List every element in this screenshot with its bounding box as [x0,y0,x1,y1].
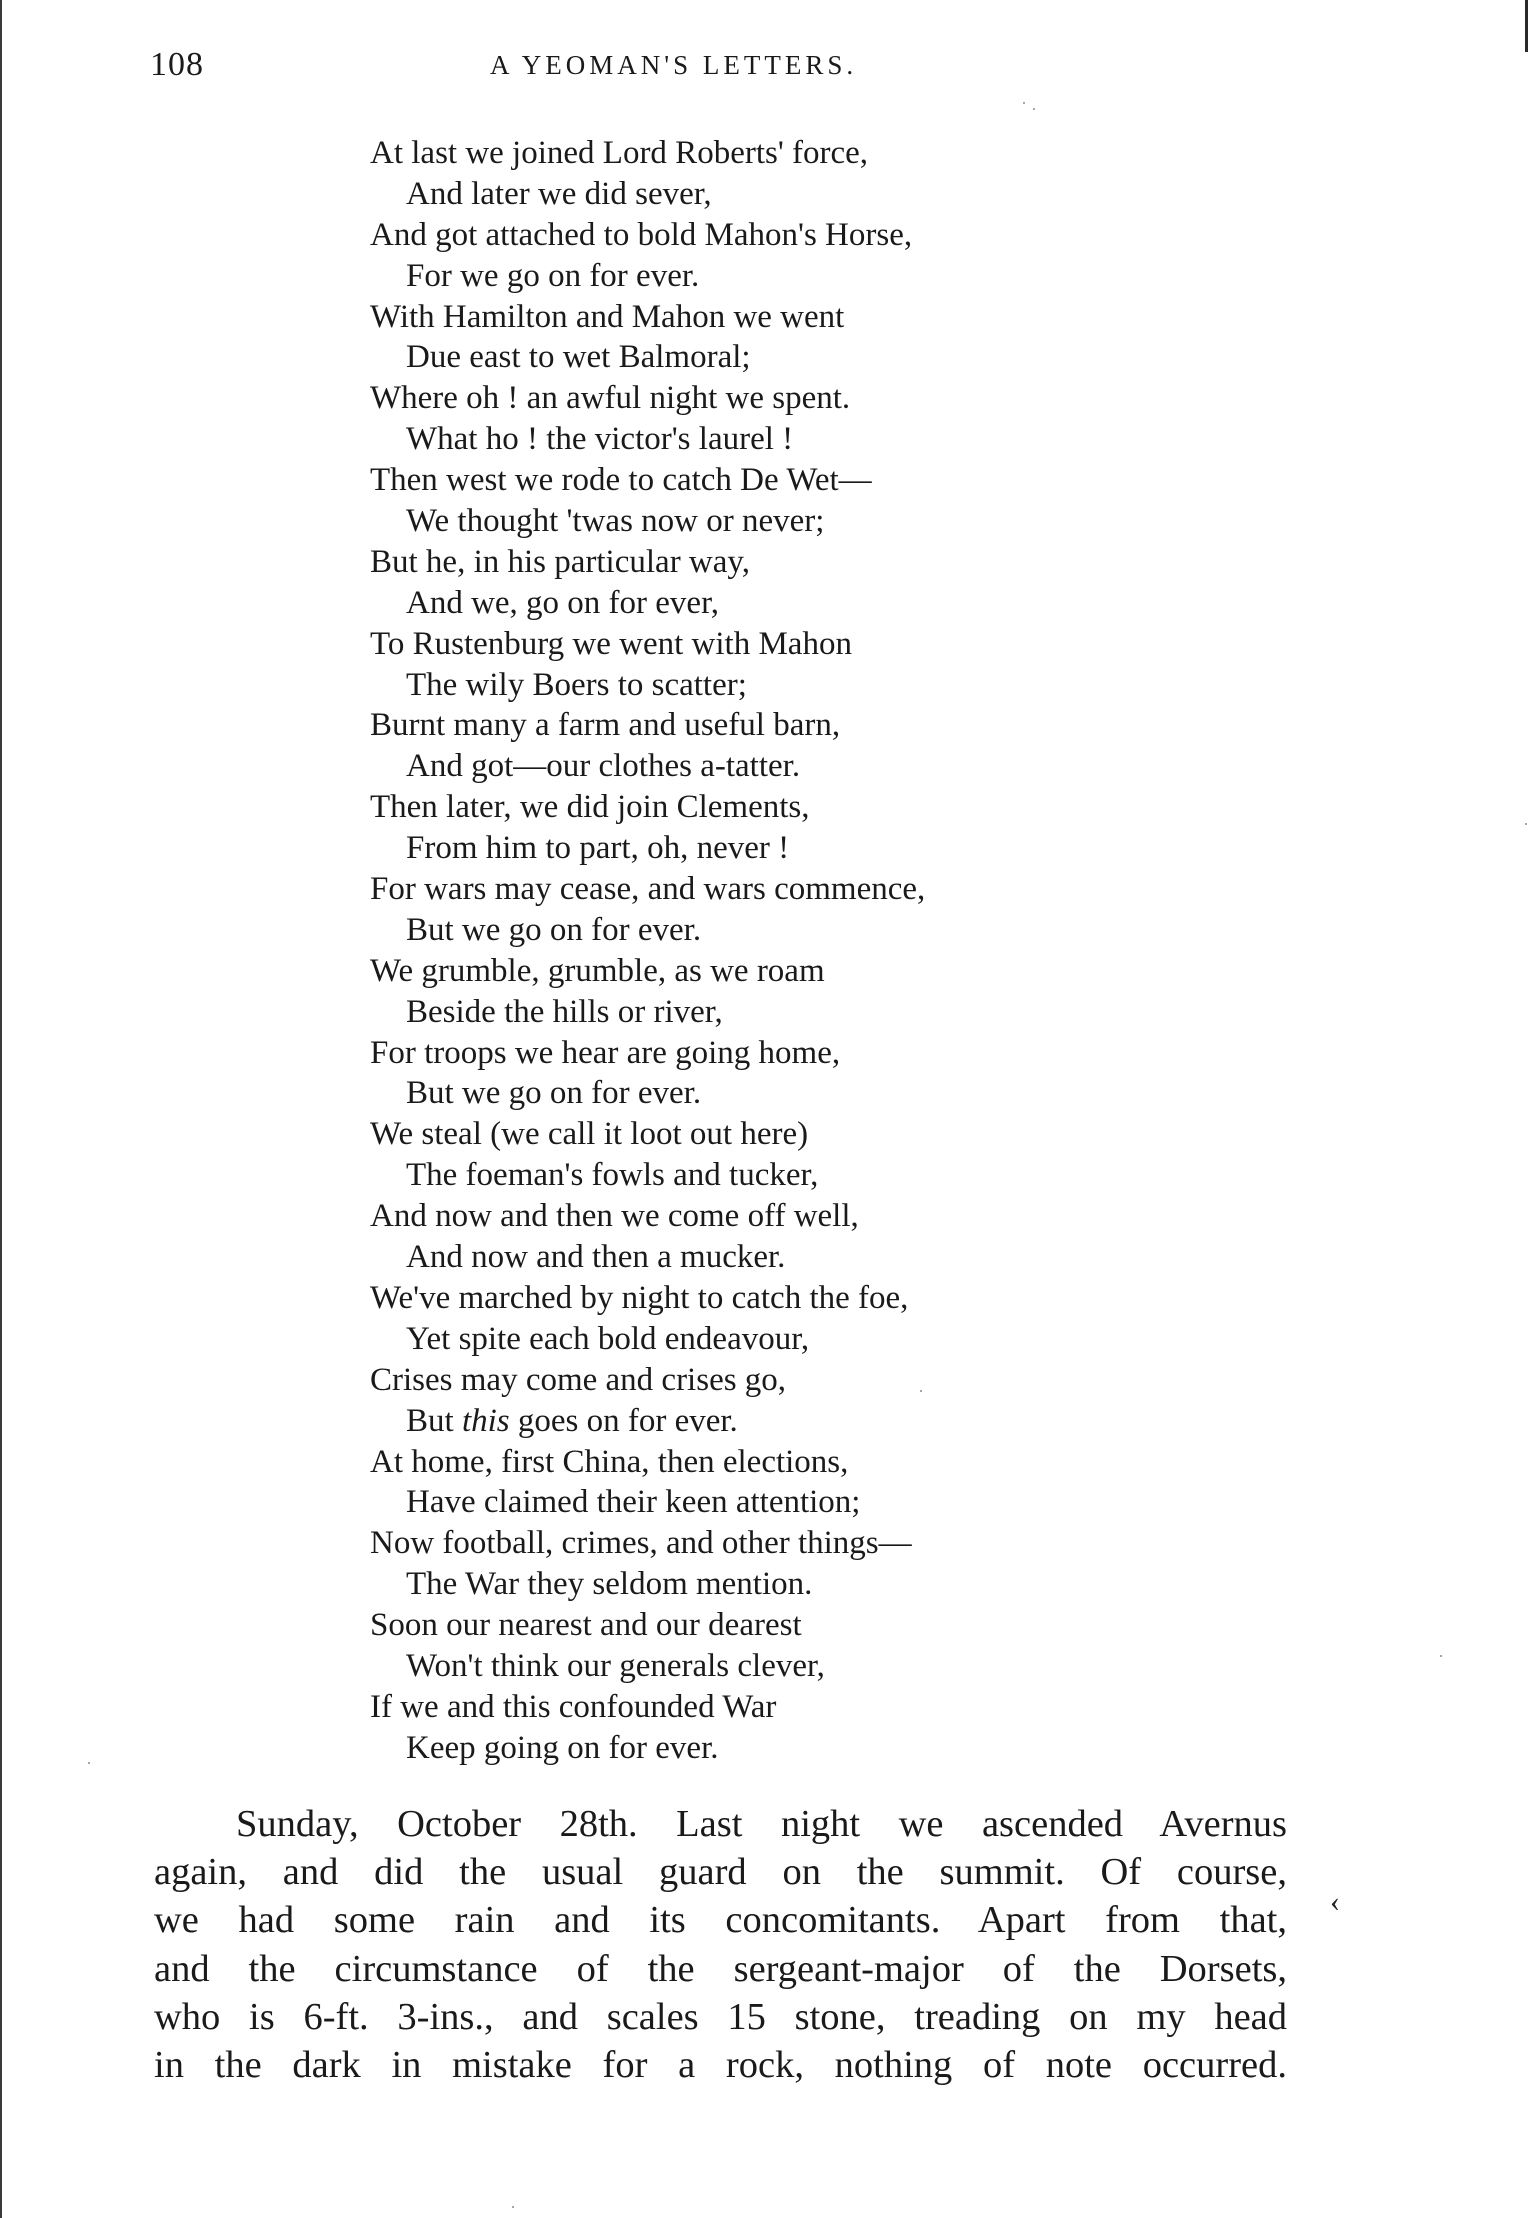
prose-line: and the circumstance of the sergeant-major of the Dorsets, [154,1947,1287,1990]
page-number: 108 [150,46,204,83]
poem-line: At last we joined Lord Roberts' force, [370,135,869,171]
prose-line: again, and did the usual guard on the summit. Of course, [154,1851,1287,1894]
print-speck [88,1762,90,1764]
prose-line: we had some rain and its concomitants. Apart from that, [154,1899,1287,1942]
poem-line: The foeman's fowls and tucker, [406,1157,819,1194]
poem-line: If we and this confounded War [370,1688,777,1725]
prose-line: Sunday, October 28th. Last night we ascended Avernus [236,1803,1287,1845]
poem-line: The wily Boers to scatter; [406,666,747,703]
poem-line: We grumble, grumble, as we roam [370,952,825,989]
print-speck [1023,102,1025,104]
poem-line: With Hamilton and Mahon we went [370,298,845,335]
poem-line: For troops we hear are going home, [370,1034,841,1071]
poem-line: Keep going on for ever. [406,1729,719,1766]
prose-line: who is 6-ft. 3-ins., and scales 15 stone, treading on my head [154,1995,1287,2038]
print-speck [1440,1655,1442,1657]
poem-line: And we, go on for ever, [406,584,720,621]
poem-line: But he, in his particular way, [370,543,751,580]
page-edge-left [0,0,2,2218]
prose-paragraph [154,1800,1287,2089]
poem-line: And now and then we come off well, [370,1198,859,1235]
poem-line: For we go on for ever. [406,257,700,294]
poem-line: Won't think our generals clever, [406,1647,825,1684]
page-header [150,46,1290,96]
poem-line: At home, first China, then elections, [370,1443,849,1480]
poem-line: But we go on for ever. [406,911,702,948]
poem-line: From him to part, oh, never ! [406,830,790,867]
print-speck [920,1390,922,1392]
poem-line: To Rustenburg we went with Mahon [370,625,852,662]
poem-line: Burnt many a farm and useful barn, [370,707,841,744]
poem-line: Where oh ! an awful night we spent. [370,380,851,417]
poem-line: And got—our clothes a-tatter. [406,748,801,785]
print-speck [1525,823,1527,825]
print-speck [512,2206,514,2208]
poem-line: We've marched by night to catch the foe, [370,1279,909,1316]
poem-line: Due east to wet Balmoral; [406,339,751,376]
poem-line: Now football, crimes, and other things— [370,1525,912,1562]
poem-line: For wars may cease, and wars commence, [370,871,926,908]
emphasis: this [461,1402,510,1439]
poem-line: We steal (we call it loot out here) [370,1116,809,1153]
running-head: A YEOMAN'S LETTERS. [490,50,858,80]
poem-line: Then later, we did join Clements, [370,789,810,826]
margin-mark: ‹ [1330,1885,1340,1918]
poem-line: Crises may come and crises go, [370,1361,787,1398]
poem-line: Beside the hills or river, [406,993,723,1030]
poem-line: And now and then a mucker. [406,1239,786,1276]
poem-line: But we go on for ever. [406,1075,702,1112]
poem-line: Then west we rode to catch De Wet— [370,462,872,499]
poem-line: And later we did sever, [406,175,712,212]
page-edge-right-mark [1525,0,1528,52]
poem-block [370,133,1270,1769]
poem-line: Have claimed their keen attention; [406,1484,861,1521]
poem-line: But this goes on for ever. [406,1402,738,1439]
poem-line: We thought 'twas now or never; [406,503,825,540]
poem-line: What ho ! the victor's laurel ! [406,421,794,458]
prose-line: in the dark in mistake for a rock, nothing of note occurred. [154,2044,1287,2087]
print-speck [1033,108,1035,110]
poem-line: Soon our nearest and our dearest [370,1607,802,1644]
poem-line: Yet spite each bold endeavour, [406,1320,810,1357]
poem-line: The War they seldom mention. [406,1566,813,1603]
poem-line: And got attached to bold Mahon's Horse, [370,216,913,253]
